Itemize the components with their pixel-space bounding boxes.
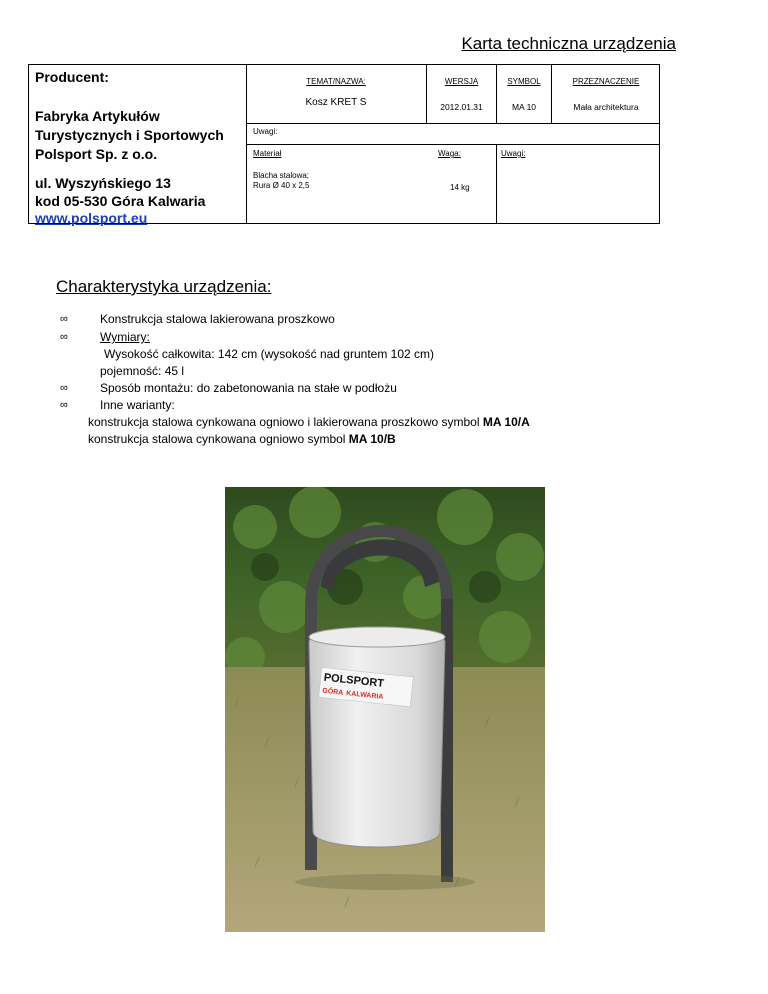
char-item-4: Inne warianty: — [100, 398, 175, 412]
trash-bin-photo-illustration — [225, 487, 545, 932]
char-item-3: Sposób montażu: do zabetonowania na stałe w podłożu — [100, 381, 397, 395]
table-divider — [426, 65, 427, 123]
variant-2-text: konstrukcja stalowa cynkowana ogniowo symbol — [88, 432, 349, 446]
value-temat: Kosz KRET S — [305, 97, 367, 108]
table-divider — [551, 65, 552, 123]
document-title: Karta techniczna urządzenia — [461, 34, 676, 53]
bullet-icon: ∞ — [60, 382, 68, 394]
material-value-line2: Rura Ø 40 x 2,5 — [253, 181, 310, 190]
bullet-icon: ∞ — [60, 313, 68, 325]
bin-brand-sub-2: KALWARIA — [345, 690, 384, 701]
variant-2 — [88, 432, 396, 446]
product-photo — [225, 487, 545, 932]
table-divider — [496, 144, 497, 223]
table-divider — [496, 65, 497, 123]
table-divider — [246, 123, 660, 124]
spec-table — [28, 64, 660, 224]
value-symbol: MA 10 — [511, 102, 537, 112]
bullet-icon: ∞ — [60, 331, 68, 343]
value-wersja: 2012.01.31 — [440, 102, 483, 112]
header-temat: TEMAT/NAZWA: — [306, 77, 366, 86]
char-item-2-line1: Wysokość całkowita: 142 cm (wysokość nad gruntem 102 cm) — [104, 347, 435, 361]
char-item-2: Wymiary: — [100, 330, 150, 344]
bullet-icon: ∞ — [60, 399, 68, 411]
char-item-1: Konstrukcja stalowa lakierowana proszkowo — [100, 312, 335, 326]
header-material: Materiał — [253, 149, 282, 158]
header-uwagi: Uwagi: — [501, 149, 526, 158]
value-przeznaczenie: Mała architektura — [573, 102, 639, 112]
variant-1-text: konstrukcja stalowa cynkowana ogniowo i lakierowana proszkowo symbol — [88, 415, 483, 429]
header-waga: Waga: — [438, 149, 461, 158]
char-item-2-line2: pojemność: 45 l — [100, 364, 185, 378]
bin-brand-sub-1: GÓRA — [321, 687, 344, 697]
producer-website-link[interactable]: www.polsport.eu — [35, 210, 148, 226]
variant-1 — [88, 415, 530, 429]
header-wersja: WERSJA — [444, 77, 479, 86]
producer-address: ul. Wyszyńskiego 13 kod 05-530 Góra Kalwaria — [35, 175, 206, 209]
variant-1-symbol: MA 10/A — [482, 415, 530, 429]
material-value-line1: Blacha stalowa; — [253, 171, 310, 180]
waga-value: 14 kg — [450, 183, 470, 192]
table-divider — [246, 144, 660, 145]
characteristics-title: Charakterystyka urządzenia: — [56, 277, 272, 296]
bin-brand-text: POLSPORT — [323, 671, 385, 690]
producer-label: Producent: — [35, 69, 109, 85]
header-symbol: SYMBOL — [507, 77, 541, 86]
variant-2-symbol: MA 10/B — [348, 432, 396, 446]
header-przeznaczenie: PRZEZNACZENIE — [572, 77, 640, 86]
uwagi-label: Uwagi: — [253, 127, 278, 136]
producer-name: Fabryka Artykułów Turystycznych i Sportowych Polsport Sp. z o.o. — [35, 108, 224, 162]
